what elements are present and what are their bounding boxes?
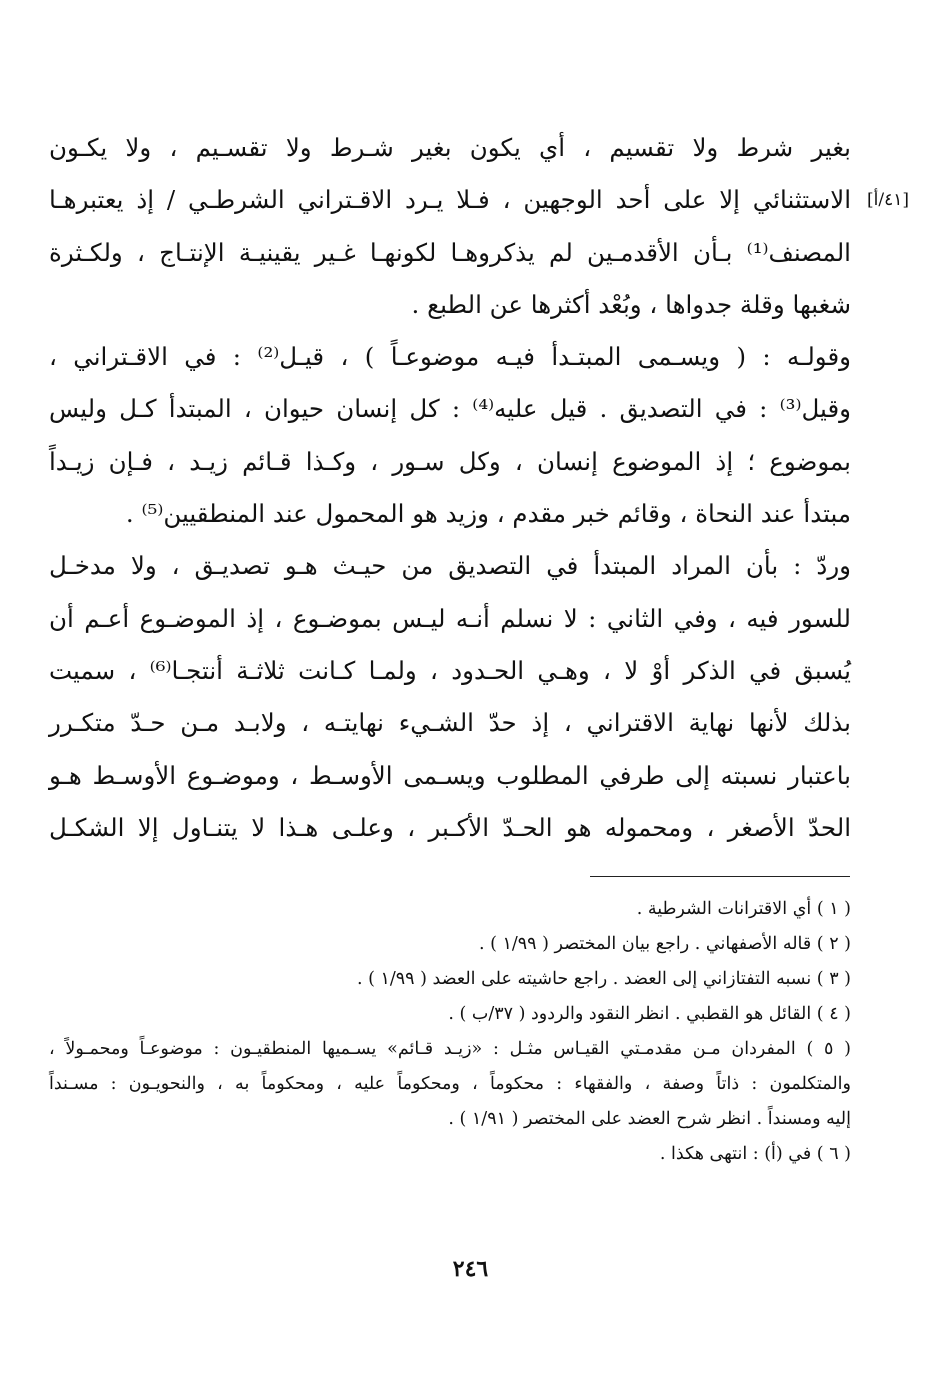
page-number: ٢٤٦ [452, 1256, 489, 1282]
footnote-4: ( ٤ ) القائل هو القطبي . انظر النقود والردود ( ٣٧/ب ) . [448, 1004, 851, 1024]
text-line-5: وقولـه : ( ويسـمى المبتـدأ فيـه موضوعـاً ) ، قيـل⁽²⁾ : في الاقـتراني ، [49, 342, 851, 372]
text-line-1: بغير شرط ولا تقسيم ، أي يكون بغير شـرط ولا تقسـيم ، ولا يكـون [49, 133, 851, 162]
footnote-separator [590, 876, 850, 877]
text-line-12: بذلك لأنها نهاية الاقتراني ، إذ حدّ الشـيء نهايتـه ، ولابـد مـن حـدّ متكـرر [49, 708, 851, 738]
text-line-8: مبتدأ عند النحاة ، وقائم خبر مقدم ، وزيد هو المحمول عند المنطقيين⁽⁵⁾ . [125, 499, 851, 529]
footnote-2: ( ٢ ) قاله الأصفهاني . راجع بيان المختصر ( ١/٩٩ ) . [478, 934, 851, 954]
text-line-14: الحدّ الأصغر ، ومحموله هو الحـدّ الأكـبر ، وعلـى هـذا لا يتنـاول إلا الشكـل [49, 812, 851, 842]
manuscript-folio-ref: [٤١/أ] [867, 190, 909, 211]
footnote-5-line-2: والمتكلمون : ذاتاً وصفة ، والفقهاء : محكوماً ، ومحكوماً عليه ، ومحكوماً به ، والنحويـون : مسـنداً [49, 1074, 851, 1094]
text-line-4: شغبها وقلة جدواها ، وبُعْد أكثرها عن الطبع . [411, 289, 851, 319]
footnote-5-line-1: ( ٥ ) المفردان مـن مقدمـتي القيـاس مثـل : «زيـد قـائم» يسـميها المنطقيـون : موضوعـاً ومحمـولاً ، [49, 1039, 851, 1059]
footnotes [49, 892, 851, 1172]
text-line-2 [49, 174, 909, 226]
footnote-6: ( ٦ ) في (أ) : انتهى هكذا . [659, 1144, 851, 1164]
text-line-10: للسور فيه ، وفي الثاني : لا نسلم أنـه ليـس بموضـوع ، إذ الموضـوع أعـم أن [49, 603, 851, 633]
footnote-5-line-3: إليه ومسنداً . انظر شرح العضد على المختصر ( ١/٩١ ) . [448, 1109, 851, 1129]
text-line-9: وردّ : بأن المراد المبتدأ في التصديق من حيـث هـو تصديـق ، ولا مدخـل [49, 551, 851, 581]
text-line-3: المصنف⁽¹⁾ بـأن الأقدمـين لم يذكروهـا لكونهـا غـير يقينيـة الإنتـاج ، ولكـثرة [49, 237, 851, 267]
text-line-2-content: الاستثنائي إلا على أحد الوجهين ، فـلا يـرد الاقـتراني الشرطـي / إذ يعتبرهـا [49, 185, 851, 215]
footnote-1: ( ١ ) أي الاقترانات الشرطية . [636, 899, 851, 919]
text-line-6: وقيل⁽³⁾ : في التصديق . قيل عليه⁽⁴⁾ : كل إنسان حيوان ، المبتدأ كـل وليس [49, 394, 851, 424]
footnote-3: ( ٣ ) نسبه التفتازاني إلى العضد . راجع حاشيته على العضد ( ١/٩٩ ) . [356, 969, 851, 989]
text-line-7: بموضوع ؛ إذ الموضوع إنسان ، وكل سـور ، وكـذا قـائم زيـد ، فـإن زيـداً [49, 446, 851, 476]
text-line-13: باعتبار نسبته إلى طرفي المطلوب ويسـمى الأوسـط ، وموضـوع الأوسـط هـو [49, 760, 851, 790]
text-line-11: يُسبق في الذكر أوْ لا ، وهـي الحـدود ، ولمـا كـانت ثلاثـة أنتجـا⁽⁶⁾ ، سميت [49, 655, 851, 685]
main-text-body [49, 122, 909, 854]
